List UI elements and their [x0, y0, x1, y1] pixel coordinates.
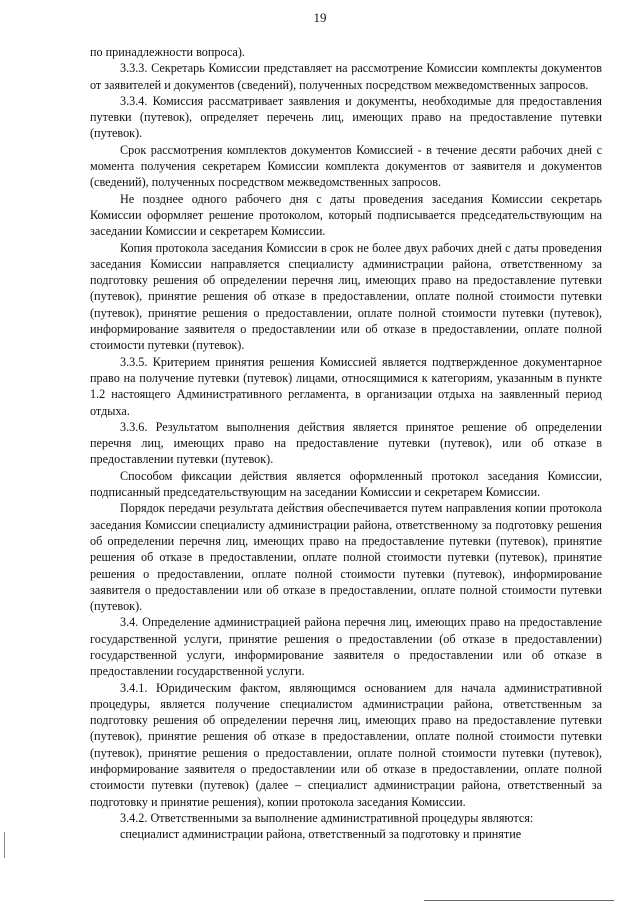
page-number: 19 — [313, 10, 327, 25]
paragraph: Срок рассмотрения комплектов документов Комиссией - в течение десяти рабочих дней с момента получения секретарем Комиссии комплекта документов от заявителя и документов (сведений), полученных посредством межведомственных запросов. — [90, 142, 602, 190]
scan-edge-mark — [4, 832, 5, 858]
paragraph: 3.4.2. Ответственными за выполнение административной процедуры являются: — [120, 810, 534, 825]
paragraph: Порядок передачи результата действия обеспечивается путем направления копии протокола заседания Комиссии специалисту администрации района, ответственному за подготовку решения об определении перечня лиц, имеющих право на предоставление путевки (путевок), принятие решения об отказе в предоставлении, оплате полной стоимости путевки (путевок), принятие решения о предоставлении, оплате полной стоимости путевки (путевок), информирование заявителя о предоставлении или об отказе в предоставлении, оплате полной стоимости путевки (путевок). — [90, 501, 602, 614]
paragraph: 3.3.6. Результатом выполнения действия является принятое решение об определении перечня лиц, имеющих право на предоставление путевки (путевок), или об отказе в предоставлении путевки (путевок). — [90, 419, 602, 467]
document-body — [90, 44, 602, 843]
paragraph: специалист администрации района, ответственный за подготовку и принятие — [120, 827, 522, 842]
scan-bottom-line — [424, 900, 614, 901]
paragraph: Копия протокола заседания Комиссии в срок не более двух рабочих дней с даты проведения заседания Комиссии направляется специалисту администрации района, ответственному за подготовку решения об определении перечня лиц, имеющих право на предоставление путевки (путевок), принятие решения об отказе в предоставлении, оплате полной стоимости путевки (путевок), принятие решения о предоставлении, оплате полной стоимости путевки (путевок), информирование заявителя о предоставлении или об отказе в предоставлении, оплате полной стоимости путевки (путевок). — [90, 240, 602, 353]
paragraph: по принадлежности вопроса). — [90, 45, 245, 59]
paragraph: 3.3.3. Секретарь Комиссии представляет на рассмотрение Комиссии комплекты документов от заявителей и документов (сведений), полученных посредством межведомственных запросов. — [90, 61, 602, 92]
paragraph: 3.4. Определение администрацией района перечня лиц, имеющих право на предоставление государственной услуги, принятие решения о предоставлении (об отказе в предоставлении) государственной услуги, информирование заявителя о предоставлении или об отказе в предоставлении государственной услуги. — [90, 615, 602, 679]
paragraph: 3.3.5. Критерием принятия решения Комиссией является подтвержденное документарное право на получение путевки (путевок) лицами, относящимися к категориям, указанным в пункте 1.2 настоящего Административного регламента, в организации отдыха на заявленный период отдыха. — [90, 354, 602, 418]
paragraph: Способом фиксации действия является оформленный протокол заседания Комиссии, подписанный председательствующим на заседании Комиссии и секретарем Комиссии. — [90, 468, 602, 500]
paragraph: 3.4.1. Юридическим фактом, являющимся основанием для начала административной процедуры, является получение специалистом администрации района, ответственным за подготовку решения об определении перечня лиц, имеющих право на предоставление путевки (путевок), принятие решения об отказе в предоставлении, оплате полной стоимости путевки (путевок), принятие решения о предоставлении, оплате полной стоимости путевки (путевок), информирование заявителя о предоставлении или об отказе в предоставлении, оплате полной стоимости путевки (путевок) (далее – специалист администрации района, ответственный за подготовку и принятие решения), копии протокола заседания Комиссии. — [90, 680, 602, 809]
paragraph: Не позднее одного рабочего дня с даты проведения заседания Комиссии секретарь Комиссии оформляет решение протоколом, который подписывается председательствующим на заседании Комиссии и секретарем Комиссии. — [90, 191, 602, 239]
paragraph: 3.3.4. Комиссия рассматривает заявления и документы, необходимые для предоставления путевки (путевок), определяет перечень лиц, имеющих право на предоставление путевки (путевок). — [90, 93, 602, 141]
